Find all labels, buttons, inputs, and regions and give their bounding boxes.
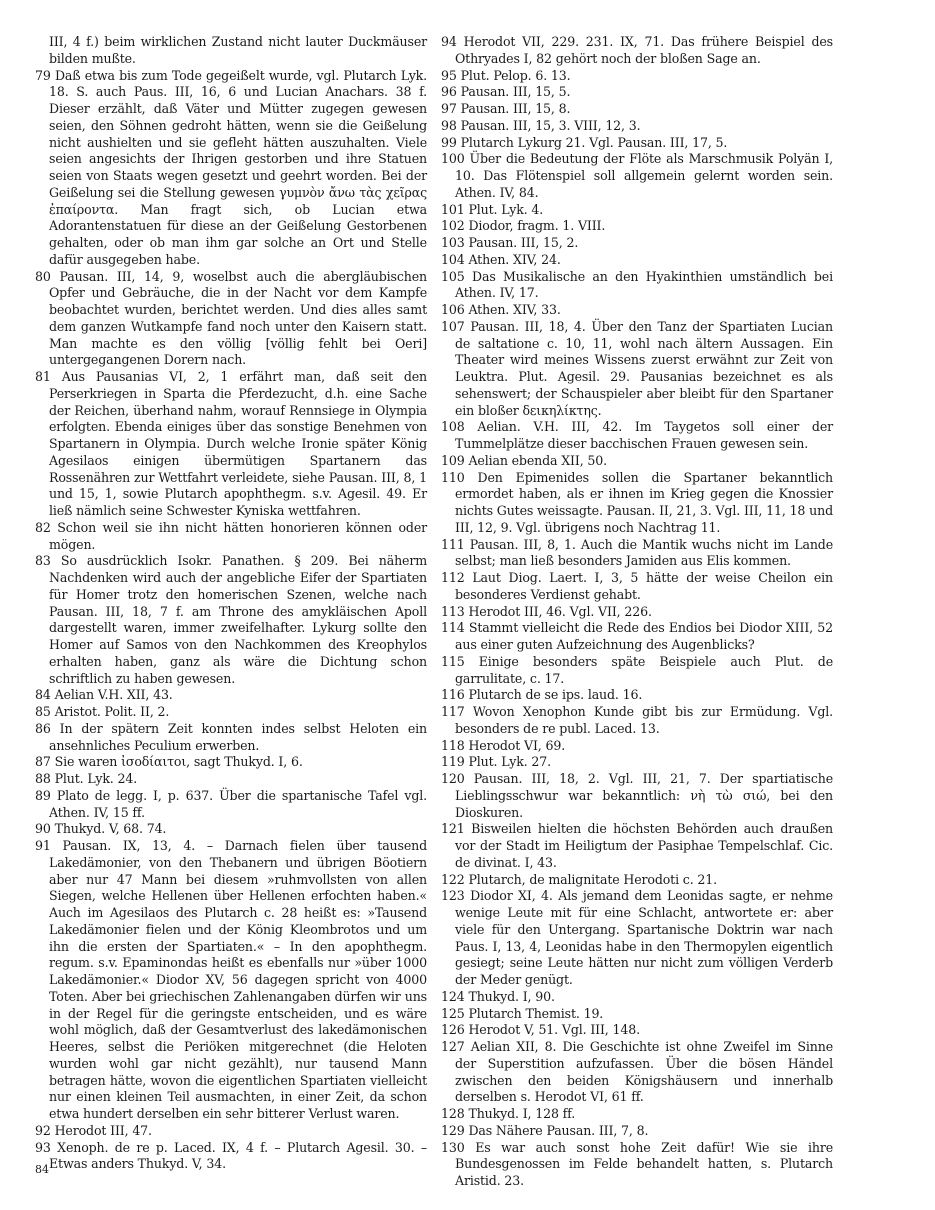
footnote: [441, 269, 833, 303]
footnote: [35, 721, 427, 755]
footnote-text: Plutarch de se ips. laud. 16.: [468, 687, 643, 703]
right-column: [441, 34, 833, 1190]
footnote-text: Das Nähere Pausan. III, 7, 8.: [468, 1122, 649, 1138]
footnote-text: Pausan. IX, 13, 4. – Darnach fielen über tausend Lakedämonier, von den Thebanern und übrigen Böotiern aber nur 47 Mann bei diesem »ruhmvollsten von allen Siegen, welche Hellenen über Hellenen erfochten haben.« Auch im Agesilaos des Plutarch c. 28 heißt es: »Tausend Lakedämonier fielen und der König Kleombrotos und um ihn die ersten der Spartiaten.« – In den apophthegm. regum. s.v. Epaminondas heißt es ebenfalls nur »über 1000 Lakedämonier.« Diodor XV, 56 dagegen spricht von 4000 Toten. Aber bei griechischen Zahlenangaben dürfen wir uns in der Regel für die geringste entscheiden, und es wäre wohl möglich, daß der Gesamtverlust des lakedämonischen Heeres, selbst die Periöken mitgerechnet (die Heloten wurden wohl gar nicht gezählt), nur tausend Mann betragen hätte, wovon die eigentlichen Spartiaten vielleicht nur einen kleinen Teil ausmachten, in einer Zeit, da schon etwa hundert derselben ein sehr bitterer Verlust waren.: [49, 838, 428, 1121]
footnote: [441, 302, 833, 319]
footnote-number: 88: [35, 771, 51, 786]
footnote-number: 114: [441, 620, 465, 636]
footnote-number: 111: [441, 536, 465, 552]
footnote-text: Aristot. Polit. II, 2.: [54, 704, 170, 719]
footnote-number: 97: [441, 101, 457, 116]
footnote: [35, 704, 427, 721]
footnote-number: 127: [441, 1039, 465, 1054]
footnote-number: 87: [35, 754, 51, 770]
footnote-text: Pausan. III, 15, 2.: [468, 235, 579, 250]
footnote-text: Pausan. III, 18, 2. Vgl. III, 21, 7. Der spartiatische Lieblingsschwur war bekanntlich: νὴ τὼ σιώ, bei den Dioskuren.: [455, 771, 833, 820]
footnote-text: Diodor XI, 4. Als jemand dem Leonidas sagte, er nehme wenige Leute mit für eine Schlacht, antwortete er: aber viele für den Untergang. Spartanische Doktrin war nach Paus. I, 13, 4, Leonidas habe in den Thermopylen eigentlich gesiegt; seine Leute hätten nur nicht zum völligen Verderb der Meder genügt.: [455, 888, 833, 987]
footnote-number: 113: [441, 603, 465, 619]
footnote: [441, 754, 833, 771]
footnote-text: Plutarch Themist. 19.: [468, 1005, 604, 1021]
footnote-text: Herodot V, 51. Vgl. III, 148.: [468, 1022, 640, 1038]
footnote-text: Pausan. III, 15, 3. VIII, 12, 3.: [460, 117, 641, 133]
footnote-text: Aus Pausanias VI, 2, 1 erfährt man, daß seit den Perserkriegen in Sparta die Pferdezucht, d.h. eine Sache der Reichen, überhand nahm, worauf Rennsiege in Olympia erfolgten. Ebenda einiges über das sonstige Benehmen von Spartanern in Olympia. Durch welche Ironie später König Agesilaos einigen übermütigen Spartanern das Rossenähren zur Wettfahrt verleidete, siehe Pausan. III, 8, 1 und 15, 1, sowie Plutarch apophthegm. s.v. Agesil. 49. Er ließ nämlich seine Schwester Kyniska wettfahren.: [49, 369, 428, 518]
footnote-text: Xenoph. de re p. Laced. IX, 4 f. – Plutarch Agesil. 30. – Etwas anders Thukyd. V, 34.: [49, 1139, 428, 1172]
footnote-number: 80: [35, 268, 51, 284]
footnote-text: Pausan. III, 15, 8.: [460, 101, 571, 116]
footnote-text: Athen. XIV, 24.: [468, 251, 561, 267]
footnote-text: So ausdrücklich Isokr. Panathen. § 209. Bei näherm Nachdenken wird auch der angebliche Eifer der Spartiaten für Homer trotz den homerischen Szenen, welche nach Pausan. III, 18, 7 f. am Throne des amykläischen Apoll dargestellt waren, immer zweifelhafter. Lykurg sollte den Homer auf Samos von den Nachkommen des Kreophylos erhalten haben, ganz als wäre die Dichtung schon schriftlich zu haben gewesen.: [49, 553, 427, 686]
footnote-number: 86: [35, 720, 51, 736]
footnote-text: Über die Bedeutung der Flöte als Marschmusik Polyän I, 10. Das Flötenspiel soll allgemein gelernt worden sein. Athen. IV, 84.: [455, 151, 834, 200]
footnote: [441, 202, 833, 219]
footnote-text: Herodot VII, 229. 231. IX, 71. Das frühere Beispiel des Othryades I, 82 gehört noch der bloßen Sage an.: [455, 34, 833, 66]
footnote-number: 101: [441, 201, 465, 217]
footnote: [441, 101, 833, 118]
footnote-number: 107: [441, 318, 465, 334]
footnote: [441, 1022, 833, 1039]
footnote-number: 100: [441, 151, 465, 167]
footnote-text: Herodot III, 47.: [54, 1122, 152, 1138]
footnote: [441, 68, 833, 85]
footnote: [35, 520, 427, 554]
footnote-number: 95: [441, 67, 457, 83]
footnote: [35, 1140, 427, 1174]
footnote-number: 108: [441, 419, 465, 435]
footnote: [441, 738, 833, 755]
footnote: [441, 620, 833, 654]
footnote-text: Den Epimenides sollen die Spartaner bekanntlich ermordet haben, als er ihnen im Krieg gegen die Knossier nichts Gutes weissagte. Pausan. II, 21, 3. Vgl. III, 11, 18 und III, 12, 9. Vgl. übrigens noch Nachtrag 11.: [455, 469, 833, 535]
footnote-text: Sie waren ἰσοδίαιτοι, sagt Thukyd. I, 6.: [54, 754, 303, 770]
footnote: [35, 838, 427, 1123]
footnote-text: Plut. Lyk. 24.: [54, 771, 138, 786]
left-column: [35, 34, 427, 1173]
footnote-number: 90: [35, 821, 51, 837]
footnote: [441, 34, 833, 68]
footnote-number: 125: [441, 1005, 465, 1021]
footnote: [441, 118, 833, 135]
footnote-number: 92: [35, 1122, 51, 1138]
footnote-number: 119: [441, 754, 465, 770]
footnote-number: 83: [35, 553, 51, 569]
footnote-text: Schon weil sie ihn nicht hätten honorieren können oder mögen.: [49, 519, 427, 552]
footnote-text: Laut Diog. Laert. I, 3, 5 hätte der weise Cheilon ein besonderes Verdienst gehabt.: [455, 570, 833, 602]
footnote: [441, 888, 833, 989]
footnote-text: Das Musikalische an den Hyakinthien umständlich bei Athen. IV, 17.: [455, 268, 833, 301]
footnote-number: 115: [441, 653, 465, 669]
footnote-number: 130: [441, 1139, 465, 1155]
footnote: [441, 1106, 833, 1123]
footnote-text: Pausan. III, 8, 1. Auch die Mantik wuchs nicht im Lande selbst; man ließ besonders Jamiden aus Elis kommen.: [455, 536, 833, 569]
footnote-text: Es war auch sonst hohe Zeit dafür! Wie sie ihre Bundesgenossen im Felde behandelt hatten, s. Plutarch Aristid. 23.: [455, 1139, 834, 1188]
footnote-text: Aelian V.H. XII, 43.: [54, 687, 173, 703]
footnote: [441, 537, 833, 571]
footnote-number: 105: [441, 268, 465, 284]
footnote-number: 102: [441, 218, 465, 234]
footnote: [35, 369, 427, 520]
footnote-number: 85: [35, 704, 51, 719]
footnote-text: Plutarch Lykurg 21. Vgl. Pausan. III, 17, 5.: [460, 134, 728, 150]
footnote-number: 126: [441, 1022, 465, 1038]
footnote: [35, 771, 427, 788]
footnote-number: 103: [441, 235, 465, 250]
footnote: [441, 135, 833, 152]
page-number: 84: [35, 1163, 49, 1176]
footnote: [35, 687, 427, 704]
footnote-number: 84: [35, 687, 51, 703]
footnote-text: Pausan. III, 15, 5.: [460, 84, 571, 100]
footnote-text: Herodot III, 46. Vgl. VII, 226.: [468, 603, 652, 619]
footnote-number: 120: [441, 771, 465, 786]
footnote-number: 91: [35, 838, 51, 853]
footnote: [441, 1039, 833, 1106]
footnote-text: Thukyd. I, 128 ff.: [468, 1106, 576, 1121]
footnote: [35, 821, 427, 838]
footnote-text: Thukyd. V, 68. 74.: [54, 821, 167, 837]
footnote: [441, 419, 833, 453]
footnote-number: 110: [441, 469, 465, 485]
footnote-text: Bisweilen hielten die höchsten Behörden auch draußen vor der Stadt im Heiligtum der Pasiphae Tempelschlaf. Cic. de divinat. I, 43.: [455, 821, 833, 870]
footnote: [441, 704, 833, 738]
footnote-number: 122: [441, 871, 465, 887]
footnote-number: 81: [35, 369, 51, 384]
footnote-text: Plut. Lyk. 27.: [468, 754, 551, 770]
footnote-number: 118: [441, 737, 465, 753]
footnote-text: III, 4 f.) beim wirklichen Zustand nicht lauter Duckmäuser bilden mußte.: [49, 34, 427, 66]
footnote: [35, 269, 427, 370]
footnote-number: 124: [441, 988, 465, 1004]
footnote: [441, 319, 833, 420]
footnote-text: Pausan. III, 14, 9, woselbst auch die abergläubischen Opfer und Gebräuche, die in der Nacht vor dem Kampfe beobachtet wurden, berichtet werden. Und dies alles samt dem ganzen Wutkampfe fand noch unter den Kaisern statt. Man machte es den völlig [völlig fehlt bei Oeri] untergegangenen Dorern nach.: [49, 268, 427, 368]
footnote-text: Athen. XIV, 33.: [468, 302, 561, 317]
footnote-number: 99: [441, 134, 457, 150]
footnote: [441, 453, 833, 470]
footnote-number: 106: [441, 302, 465, 317]
footnote: [441, 1140, 833, 1190]
footnote-text: Diodor, fragm. 1. VIII.: [468, 218, 606, 234]
footnote-number: 98: [441, 117, 457, 133]
footnote-text: Daß etwa bis zum Tode gegeißelt wurde, vgl. Plutarch Lyk. 18. S. auch Paus. III, 16, 6 und Lucian Anachars. 38 f. Dieser erzählt, daß Väter und Mütter zugegen gewesen seien, den Söhnen gedroht hätten, wenn sie die Geißelung nicht aushielten und sie gefleht hätten auszuhalten. Viele seien angesichts der Ihrigen gestorben und ihre Statuen seien von Staats wegen gesetzt und geehrt worden. Bei der Geißelung sei die Stellung gewesen γυμνὸν ἄνω τὰς χεῖρας ἐπαίροντα. Man fragt sich, ob Lucian etwa Adorantenstatuen für diese an der Geißelung Gestorbenen gehalten, oder ob man ihm gar solche an Ort und Stelle dafür ausgegeben habe.: [49, 67, 427, 267]
footnote-number: 94: [441, 34, 457, 49]
footnote-text: Plut. Lyk. 4.: [468, 201, 544, 217]
footnote: [441, 872, 833, 889]
footnote: [441, 218, 833, 235]
footnote-number: 89: [35, 787, 51, 803]
footnote-text: Wovon Xenophon Kunde gibt bis zur Ermüdung. Vgl. besonders de re publ. Laced. 13.: [455, 704, 834, 736]
footnote-number: 129: [441, 1122, 465, 1138]
footnote: [441, 687, 833, 704]
footnote: [441, 771, 833, 821]
footnote-number: 93: [35, 1139, 51, 1155]
footnote: [35, 788, 427, 822]
footnote: [35, 1123, 427, 1140]
footnote-number: 104: [441, 251, 465, 267]
footnote: [441, 654, 833, 688]
footnote: [441, 252, 833, 269]
footnote: [35, 754, 427, 771]
footnote-number: 121: [441, 821, 465, 837]
footnote-text: Herodot VI, 69.: [468, 737, 566, 753]
footnote-number: 128: [441, 1106, 465, 1121]
footnote: [441, 570, 833, 604]
footnote-number: 109: [441, 452, 465, 468]
footnote-number: 112: [441, 570, 465, 585]
footnote: [441, 821, 833, 871]
footnote: [35, 34, 427, 68]
footnote-text: Stammt vielleicht die Rede des Endios bei Diodor XIII, 52 aus einer guten Aufzeichnung des Augenblicks?: [455, 620, 834, 652]
footnote-number: 116: [441, 687, 465, 703]
footnote-number: 123: [441, 888, 465, 904]
footnote: [441, 84, 833, 101]
footnote-text: Plut. Pelop. 6. 13.: [460, 67, 571, 83]
footnote-text: Einige besonders späte Beispiele auch Plut. de garrulitate, c. 17.: [455, 653, 834, 686]
footnote-text: Thukyd. I, 90.: [468, 988, 555, 1004]
footnote-text: Aelian ebenda XII, 50.: [468, 452, 607, 468]
footnote-text: Aelian XII, 8. Die Geschichte ist ohne Zweifel im Sinne der Superstition aufzufassen. Über die bösen Händel zwischen den beiden Königshäusern und innerhalb derselben s. Herodot VI, 61 ff.: [455, 1039, 834, 1105]
footnote-number: 117: [441, 704, 465, 719]
footnote-text: Aelian. V.H. III, 42. Im Taygetos soll einer der Tummelplätze dieser bacchischen Frauen gewesen sein.: [455, 419, 834, 451]
footnote: [441, 1006, 833, 1023]
footnote: [441, 470, 833, 537]
footnote: [35, 553, 427, 687]
footnote-number: 82: [35, 519, 51, 535]
footnote: [441, 1123, 833, 1140]
footnote: [35, 68, 427, 269]
footnote-text: Plutarch, de malignitate Herodoti c. 21.: [468, 871, 717, 887]
footnote-text: Pausan. III, 18, 4. Über den Tanz der Spartiaten Lucian de saltatione c. 10, 11, wohl nach ältern Aussagen. Ein Theater wird meines Wissens zuerst erwähnt zur Zeit von Leuktra. Plut. Agesil. 29. Pausanias bezeichnet es als sehenswert; der Schauspieler aber bleibt für den Spartaner ein bloßer δεικηλίκτης.: [455, 318, 833, 418]
footnote-text: Plato de legg. I, p. 637. Über die spartanische Tafel vgl. Athen. IV, 15 ff.: [49, 787, 427, 820]
footnote-number: 96: [441, 84, 457, 100]
footnote-number: 79: [35, 67, 51, 83]
footnote: [441, 989, 833, 1006]
footnote: [441, 604, 833, 621]
footnote: [441, 151, 833, 201]
footnote: [441, 235, 833, 252]
footnote-text: In der spätern Zeit konnten indes selbst Heloten ein ansehnliches Peculium erwerben.: [49, 720, 427, 753]
